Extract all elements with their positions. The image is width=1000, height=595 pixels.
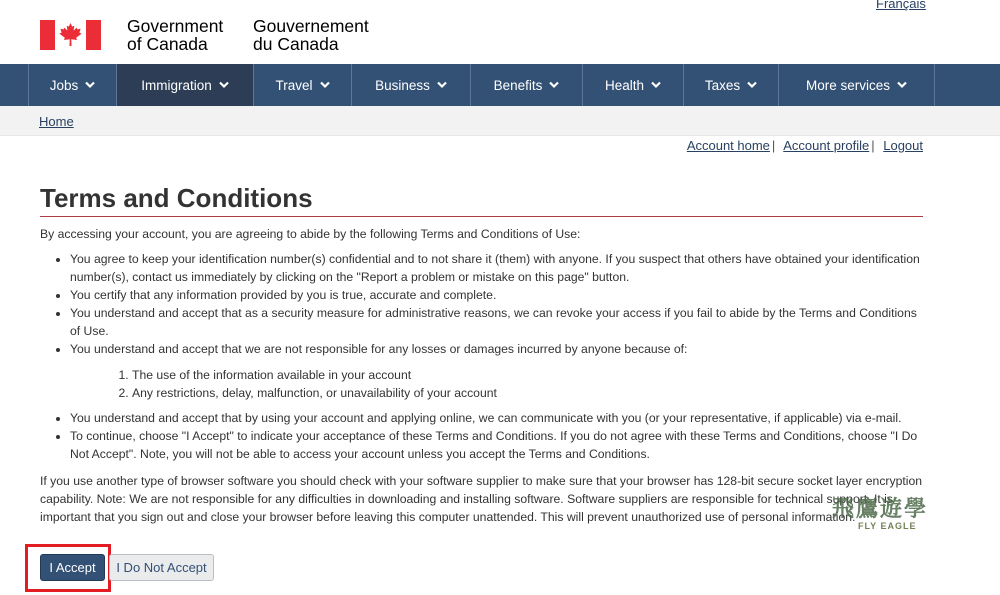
list-item: • You understand and accept that by using your account and applying online, we can communicate with you (or your representative, if applicable) via e-mail.	[70, 409, 925, 427]
chevron-down-icon	[320, 81, 330, 89]
account-links: Account home | Account profile | Logout	[686, 138, 923, 153]
nav-item-health[interactable]: Health	[582, 64, 683, 106]
sub-terms-list	[132, 366, 925, 402]
list-item: 2. Any restrictions, delay, malfunction, or unavailability of your account	[132, 384, 925, 402]
chevron-down-icon	[651, 81, 661, 89]
chevron-down-icon	[897, 81, 907, 89]
nav-item-jobs[interactable]: Jobs	[28, 64, 116, 106]
terms-list	[70, 250, 925, 463]
title-underline	[40, 216, 923, 217]
nav-item-business[interactable]: Business	[351, 64, 470, 106]
chevron-down-icon	[747, 81, 757, 89]
account-profile-link[interactable]: Account profile	[783, 138, 870, 153]
chevron-down-icon	[219, 81, 229, 89]
maple-leaf-icon	[59, 23, 82, 47]
nav-item-benefits[interactable]: Benefits	[470, 64, 582, 106]
terms-intro: By accessing your account, you are agreeing to abide by the following Terms and Conditions of Use:	[40, 227, 581, 241]
language-toggle-link[interactable]: Français	[876, 0, 926, 11]
breadcrumb-home-link[interactable]: Home	[39, 114, 74, 129]
list-item: • You understand and accept that we are not responsible for any losses or damages incurred by anyone because of: 1. The use of the information available in your account 2. Any restrictions, delay, malfunction, or unavailability of your account	[70, 340, 925, 402]
accept-button[interactable]: I Accept	[40, 554, 105, 581]
nav-item-more-services[interactable]: More services	[778, 64, 935, 106]
chevron-down-icon	[85, 81, 95, 89]
gov-signature-english: Government of Canada	[127, 16, 224, 54]
watermark-logo: 飛鷹遊學 FLY EAGLE	[832, 497, 929, 531]
canada-flag-logo	[40, 20, 101, 50]
decline-button[interactable]: I Do Not Accept	[109, 554, 214, 581]
list-item: • You understand and accept that as a security measure for administrative reasons, we can revoke your access if you fail to abide by the Terms and Conditions of Use.	[70, 304, 925, 340]
browser-security-note: If you use another type of browser software you should check with your software supplier to make sure that your browser has 128-bit secure socket layer encryption capability. Note: We are not responsible for any difficulties in downloading and installing software. Software suppliers are responsible for technical support. It is important that you sign out and close your browser before leaving this computer unattended. This will prevent unauthorized use of personal information.	[40, 474, 922, 524]
account-home-link[interactable]: Account home	[686, 138, 770, 153]
list-item: 1. The use of the information available in your account	[132, 366, 925, 384]
terms-content	[40, 225, 925, 533]
logout-link[interactable]: Logout	[883, 138, 923, 153]
list-item: • You agree to keep your identification number(s) confidential and to not share it (them) with anyone. If you suspect that others have obtained your identification number(s), contact us immediately by clicking on the "Report a problem or mistake on this page" button.	[70, 250, 925, 286]
nav-item-immigration[interactable]: Immigration	[116, 64, 253, 106]
breadcrumb	[0, 106, 1000, 136]
nav-item-taxes[interactable]: Taxes	[683, 64, 778, 106]
gov-signature-french: Gouvernement du Canada	[253, 16, 369, 54]
main-navigation	[0, 64, 1000, 106]
chevron-down-icon	[437, 81, 447, 89]
nav-item-travel[interactable]: Travel	[253, 64, 351, 106]
page-title: Terms and Conditions	[40, 183, 313, 213]
list-item: • You certify that any information provided by you is true, accurate and complete.	[70, 286, 925, 304]
chevron-down-icon	[549, 81, 559, 89]
list-item: • To continue, choose "I Accept" to indicate your acceptance of these Terms and Conditions. If you do not agree with these Terms and Conditions, choose "I Do Not Accept". Note, you will not be able to access your account unless you accept the Terms and Conditions.	[70, 427, 925, 463]
